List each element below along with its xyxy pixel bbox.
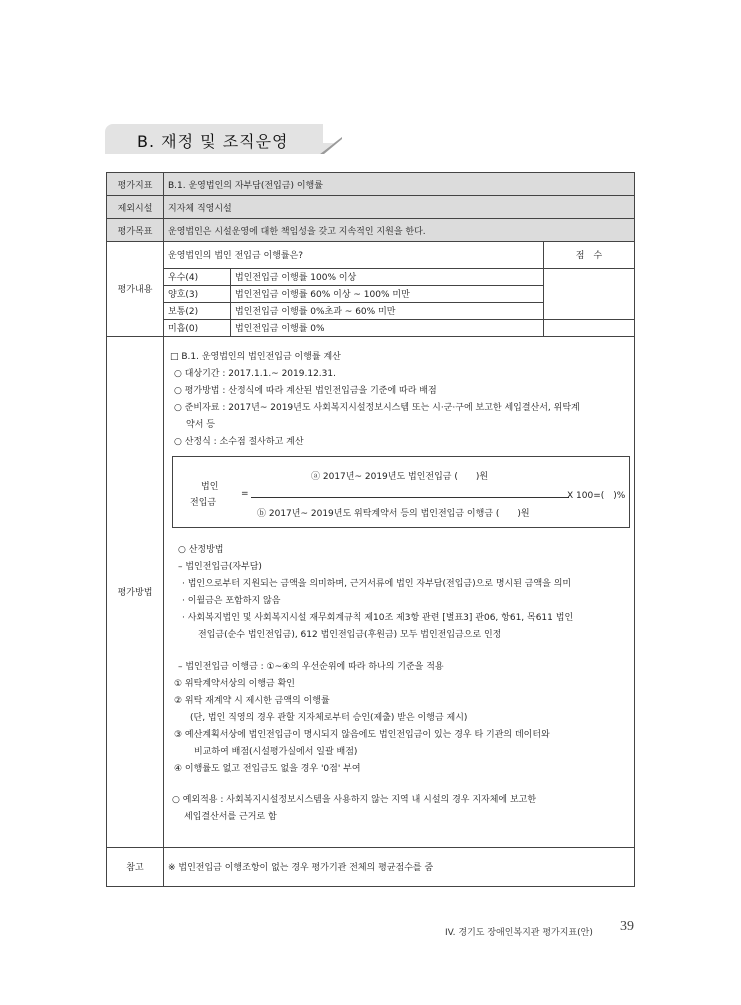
method-line: ④ 이행률도 없고 전입금도 없을 경우 '0점' 부여 <box>174 763 361 774</box>
formula-box <box>172 456 630 528</box>
grade-desc: 법인전입금 이행률 0% <box>231 319 544 336</box>
method-line: ○ 예외적용 : 사회복지시설정보시스템을 사용하지 않는 지역 내 시설의 경우 지자체에 보고한 <box>172 794 537 805</box>
grade-table <box>164 242 634 336</box>
grade-desc: 법인전입금 이행률 100% 이상 <box>231 268 544 285</box>
section-tab-corner <box>320 137 342 154</box>
goal-label: 평가목표 <box>107 219 164 242</box>
method-line: (단, 법인 직영의 경우 관할 지자체로부터 승인(제출) 받은 이행금 제시) <box>190 712 468 723</box>
method-line: 전입금(순수 법인전입금), 612 법인전입금(후원금) 모두 법인전입금으로 인정 <box>198 629 502 640</box>
method-line: 약서 등 <box>186 419 215 430</box>
row-goal <box>107 219 635 242</box>
grade-label: 양호(3) <box>164 285 231 302</box>
section-header <box>105 124 323 154</box>
goal-value: 운영법인은 시설운영에 대한 책임성을 갖고 지속적인 지원을 한다. <box>164 219 635 242</box>
score-header: 점 수 <box>544 242 635 268</box>
grade-label: 미흡(0) <box>164 319 231 336</box>
score-blank <box>544 319 635 336</box>
formula-multiplier: X 100=( )% <box>567 490 626 501</box>
excluded-label: 제외시설 <box>107 196 164 219</box>
grade-desc: 법인전입금 이행률 0%초과 ~ 60% 미만 <box>231 302 544 319</box>
method-line: ○ 산정방법 <box>178 544 224 555</box>
section-title: B. 재정 및 조직운영 <box>137 132 289 151</box>
evaluation-table <box>106 172 635 887</box>
score-blank <box>544 268 635 319</box>
row-method <box>107 336 635 847</box>
method-line: · 사회복지법인 및 사회복지시설 재무회계규칙 제10조 제3항 관련 [별표3] 관06, 항61, 목611 법인 <box>182 612 574 623</box>
method-line: ③ 예산계획서상에 법인전입금이 명시되지 않음에도 법인전입금이 있는 경우 타 기관의 데이터와 <box>174 729 550 740</box>
grade-label: 보통(2) <box>164 302 231 319</box>
formula-denominator: ⓑ 2017년~ 2019년도 위탁계약서 등의 법인전입금 이행금 ( )원 <box>257 508 530 519</box>
method-line: · 법인으로부터 지원되는 금액을 의미하며, 근거서류에 법인 자부담(전입금)으로 명시된 금액을 의미 <box>182 578 572 589</box>
formula-left-2: 전입금 <box>190 497 217 508</box>
grade-label: 우수(4) <box>164 268 231 285</box>
method-line: 비교하여 배점(시설평가실에서 일괄 배점) <box>194 746 358 757</box>
content-cell <box>164 242 635 337</box>
formula-equals: = <box>241 488 249 499</box>
page-number: 39 <box>620 919 634 934</box>
content-question: 운영법인의 법인 전입금 이행률은? <box>164 242 544 268</box>
row-indicator <box>107 173 635 196</box>
method-line: □ B.1. 운영법인의 법인전입금 이행률 계산 <box>170 351 341 362</box>
method-line: – 법인전입금 이행금 : ①~④의 우선순위에 따라 하나의 기준을 적용 <box>178 661 444 672</box>
formula-left-1: 법인 <box>201 481 219 492</box>
content-label: 평가내용 <box>107 242 164 337</box>
grade-desc: 법인전입금 이행률 60% 이상 ~ 100% 미만 <box>231 285 544 302</box>
method-line: ○ 산정식 : 소수점 절사하고 계산 <box>174 436 304 447</box>
method-line: ○ 준비자료 : 2017년~ 2019년도 사회복지시설정보시스템 또는 시·군·구에 보고한 세입결산서, 위탁계 <box>174 402 580 413</box>
method-line: ○ 대상기간 : 2017.1.1.~ 2019.12.31. <box>174 368 336 379</box>
note-value: ※ 법인전입금 이행조항이 없는 경우 평가기관 전체의 평균점수를 줌 <box>164 847 635 886</box>
excluded-value: 지자체 직영시설 <box>164 196 635 219</box>
method-line: ① 위탁계약서상의 이행금 확인 <box>174 678 295 689</box>
method-line: ② 위탁 재계약 시 제시한 금액의 이행률 <box>174 695 330 706</box>
method-label: 평가방법 <box>107 336 164 847</box>
method-line: 세입결산서를 근거로 함 <box>184 811 277 822</box>
method-line: – 법인전입금(자부담) <box>178 561 262 572</box>
method-line: · 이월금은 포함하지 않음 <box>182 595 281 606</box>
footer-text: IV. 경기도 장애인복지관 평가지표(안) <box>445 928 593 938</box>
fraction-line <box>251 497 569 498</box>
row-note <box>107 847 635 886</box>
method-cell <box>164 336 635 847</box>
row-content <box>107 242 635 337</box>
method-line: ○ 평가방법 : 산정식에 따라 계산된 법인전입금을 기준에 따라 배점 <box>174 385 437 396</box>
indicator-value: B.1. 운영법인의 자부담(전입금) 이행률 <box>164 173 635 196</box>
formula-numerator: ⓐ 2017년~ 2019년도 법인전입금 ( )원 <box>311 471 489 482</box>
note-label: 참고 <box>107 847 164 886</box>
row-excluded <box>107 196 635 219</box>
indicator-label: 평가지표 <box>107 173 164 196</box>
